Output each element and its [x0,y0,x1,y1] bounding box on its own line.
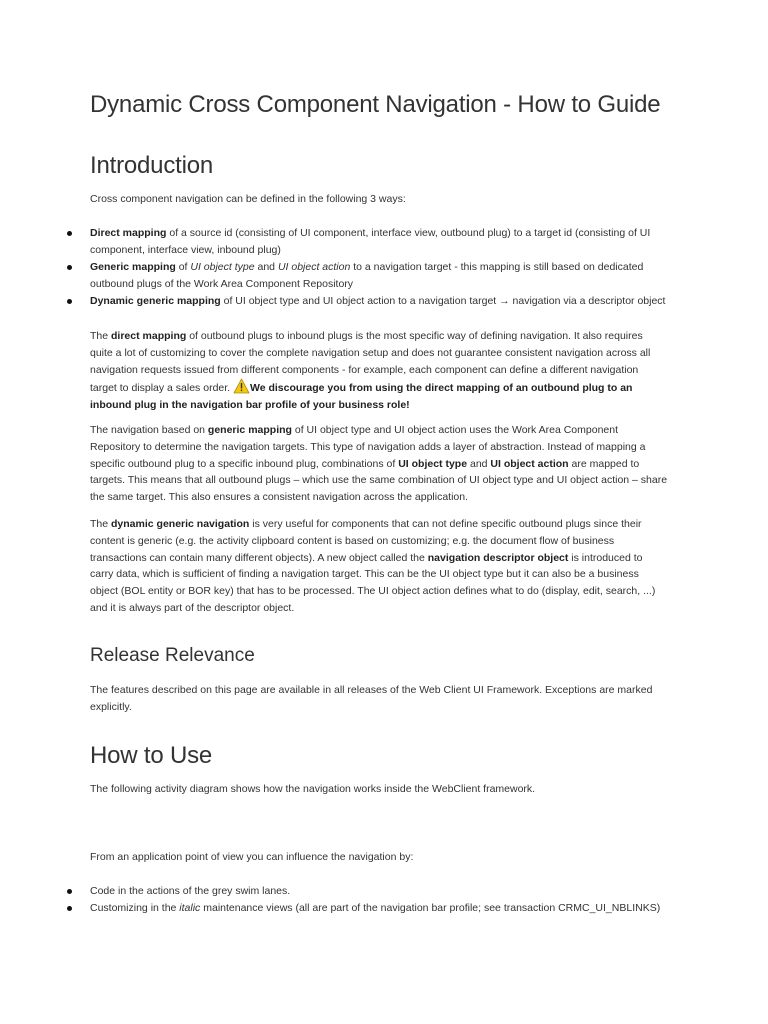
list-item: Dynamic generic mapping of UI object type and UI object action to a navigation target → navigation via a descriptor object [90,295,666,307]
bullet-marker [67,231,72,236]
page-title: Dynamic Cross Component Navigation - How to Guide [90,91,661,118]
paragraph-direct-mapping: The direct mapping of outbound plugs to inbound plugs is the most specific way of defining navigation. It also requires quite a lot of customizing to cover the complete navigation setup and does not guarantee consistent navigation across all navigation requests issued from different components - for example, each component can define a different navigation target to display a sales order. We discourage you from using the direct mapping of an outbound plug to an inbound plug in the navigation bar profile of your business role! [90,330,651,412]
howto-paragraph-influence: From an application point of view you can influence the navigation by: [90,851,414,863]
bullet-marker [67,889,72,894]
list-item: Direct mapping of a source id (consisting of UI component, interface view, outbound plug) to a target id (consisting of UI component, interface view, inbound plug) [90,227,651,256]
list-item: Generic mapping of UI object type and UI object action to a navigation target - this mapping is still based on dedicated outbound plugs of the Work Area Component Repository [90,261,644,290]
bullet-marker [67,906,72,911]
howto-paragraph-diagram: The following activity diagram shows how the navigation works inside the WebClient framework. [90,783,536,795]
list-item: Customizing in the italic maintenance views (all are part of the navigation bar profile; see transaction CRMC_UI_NBLINKS) [90,902,661,914]
bullet-marker [67,299,72,304]
release-paragraph: The features described on this page are available in all releases of the Web Client UI Framework. Exceptions are marked explicitly. [90,684,653,713]
section-heading-how-to-use: How to Use [90,742,213,769]
paragraph-generic-mapping: The navigation based on generic mapping of UI object type and UI object action uses the Work Area Component Repository to determine the navigation targets. This type of navigation adds a layer of abstraction. Instead of mapping a specific outbound plug to a specific inbound plug, combinations of UI object type and UI object action are mapped to targets. This means that all outbound plugs – which use the same combination of UI object type and UI object action – share the same target. This also ensures a consistent navigation across the application. [90,424,668,504]
bullet-marker [67,265,72,270]
paragraph-dynamic-navigation: The dynamic generic navigation is very useful for components that can not define specific outbound plugs since their content is generic (e.g. the activity clipboard content is based on customizing; e.g. the document flow of business transactions can contain many different objects). A new object called the navigation descriptor object is introduced to carry data, which is sufficient of finding a navigation target. This can be the UI object type but it can also be a business object (BOL entity or BOR key) that has to be processed. The UI object action defines what to do (display, edit, search, ...) and it is always part of the descriptor object. [90,518,656,614]
warning-icon [233,378,250,394]
intro-lead: Cross component navigation can be defined in the following 3 ways: [90,193,406,205]
section-heading-introduction: Introduction [90,152,214,179]
section-heading-release-relevance: Release Relevance [90,645,255,666]
list-item: Code in the actions of the grey swim lanes. [90,885,291,897]
